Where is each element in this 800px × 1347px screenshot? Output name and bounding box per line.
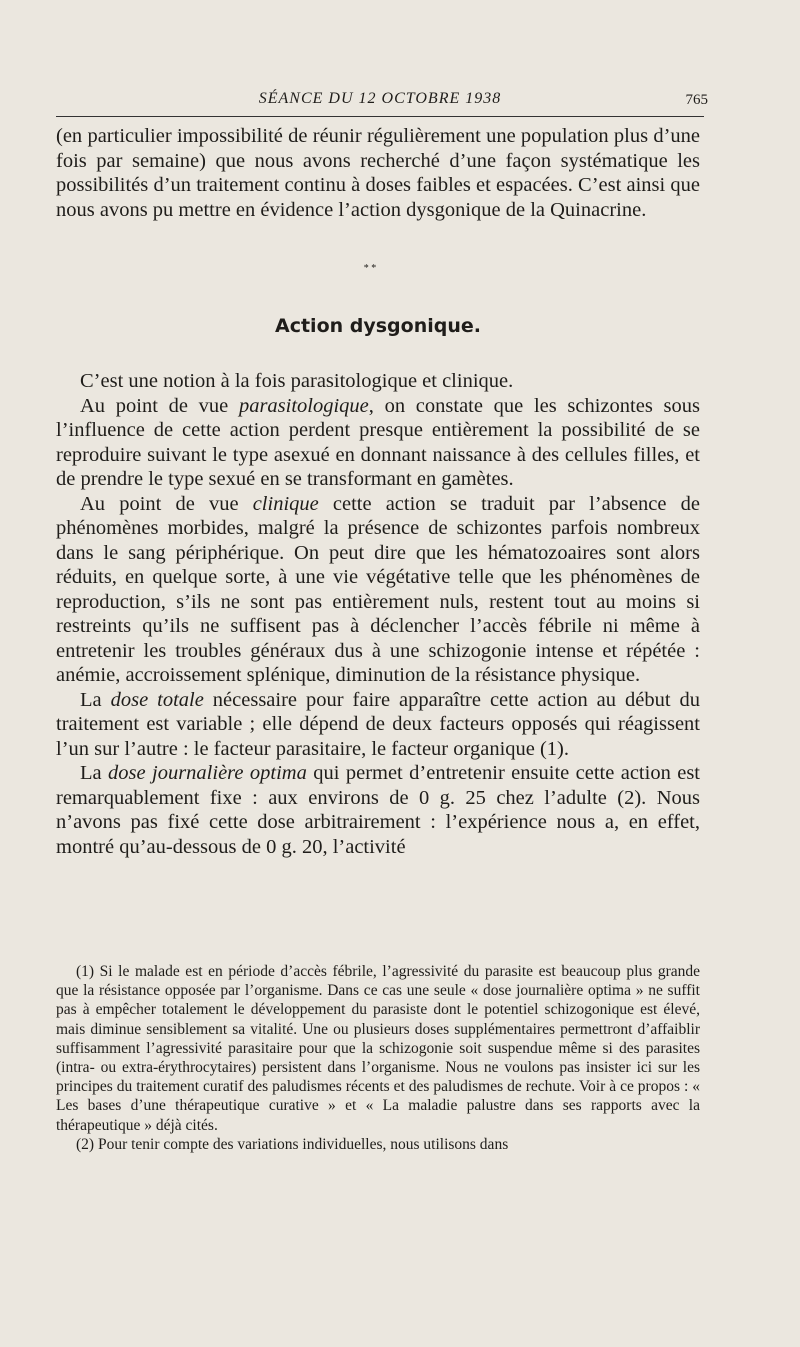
running-header [56,86,708,117]
paragraph-3-emphasis: clinique [252,492,319,515]
intro-text [56,124,700,222]
page-number: 765 [685,92,708,108]
separator-stars: * * [363,263,377,274]
paragraph-3-rest: cette action se traduit par l’absence de phénomènes morbides, malgré la présence de schizontes parfois nombreux dans le sang périphérique. On peut dire que les hématozoaires sont alors réduits, en quelque sorte, à une vie végétative telle que les phénomènes de reproduction, s’ils ne sont pas entièrement nuls, restent tout au moins si restreints qu’ils ne suffisent pas à déclencher l’accès fébrile ni même à entretenir les troubles généraux dus à une schizogonie intense et répétée : anémie, accroissement splénique, diminution de la résistance physique. [56,492,700,686]
paragraph-2 [56,394,700,492]
paragraph-3-start: Au point de vue [80,492,253,515]
section-separator [330,264,410,274]
footnote-1: (1) Si le malade est en période d’accès fébrile, l’agressivité du parasite est beaucoup plus grande que la résistance opposée par l’organisme. Dans ce cas une seule « dose journalière optima » ne suffit pas à empêcher totalement le développement du parasiste dont le potentiel schizogonique est élevé, mais diminue sensiblement sa vitalité. Une ou plusieurs doses supplémentaires permettront d’affaiblir suffisamment l’agressivité parasitaire pour que la schizogonie soit suspendue même si des parasites (intra- ou extra-érythrocytaires) persistent dans l’organisme. Nous ne voulons pas insister ici sur les principes du traitement curatif des paludismes récents et des paludismes de rechute. Voir à ce propos : « Les bases d’une thérapeutique curative » et « La maladie palustre dans ses rapports avec la thérapeutique » déjà cités. [56,963,700,1134]
footnotes [56,962,700,1154]
paragraph-5-start: La [80,762,109,784]
intro-paragraph: (en particulier impossibilité de réunir régulièrement une population plus d’une fois par semaine) que nous avons recherché d’une façon systématique les possibilités d’un traitement continu à doses faibles et espacées. C’est ainsi que nous avons pu mettre en évidence l’action dysgonique de la Quinacrine. [56,125,700,221]
paragraph-5 [56,761,700,859]
paragraph-2-start: Au point de vue [80,394,239,417]
section-title: Action dysgonique. [275,315,481,337]
paragraph-4-rest: nécessaire pour faire apparaître cette action au début du traitement est variable ; elle dépend de deux facteurs opposés qui réagissent l’un sur l’autre : le facteur parasitaire, le facteur organique (1). [56,688,700,760]
paragraph-4-emphasis: dose totale [110,688,204,711]
section-body [56,369,700,859]
paragraph-4 [56,688,700,762]
running-title: SÉANCE DU 12 OCTOBRE 1938 [258,90,502,107]
paragraph-3 [56,492,700,688]
footnote-2: (2) Pour tenir compte des variations individuelles, nous utilisons dans [76,1135,509,1153]
paragraph-5-emphasis: dose journalière optima [108,762,307,784]
paragraph-5-rest: qui permet d’entretenir ensuite cette action est remarquablement fixe : aux environs de 0 g. 25 chez l’adulte (2). Nous n’avons pas fixé cette dose arbitrairement : l’expérience nous a, en effet, montré qu’au-dessous de 0 g. 20, l’activité [56,762,700,858]
paragraph-2-emphasis: parasitologique [238,394,369,417]
paragraph-1: C’est une notion à la fois parasitologique et clinique. [80,370,514,392]
paragraph-2-rest: , on constate que les schizontes sous l’influence de cette action perdent presque entièrement la possibilité de se reproduire suivant le type asexué en donnant naissance à des cellules filles, et de prendre le type sexué en se transformant en gamètes. [56,394,700,490]
paragraph-4-start: La [80,688,111,711]
